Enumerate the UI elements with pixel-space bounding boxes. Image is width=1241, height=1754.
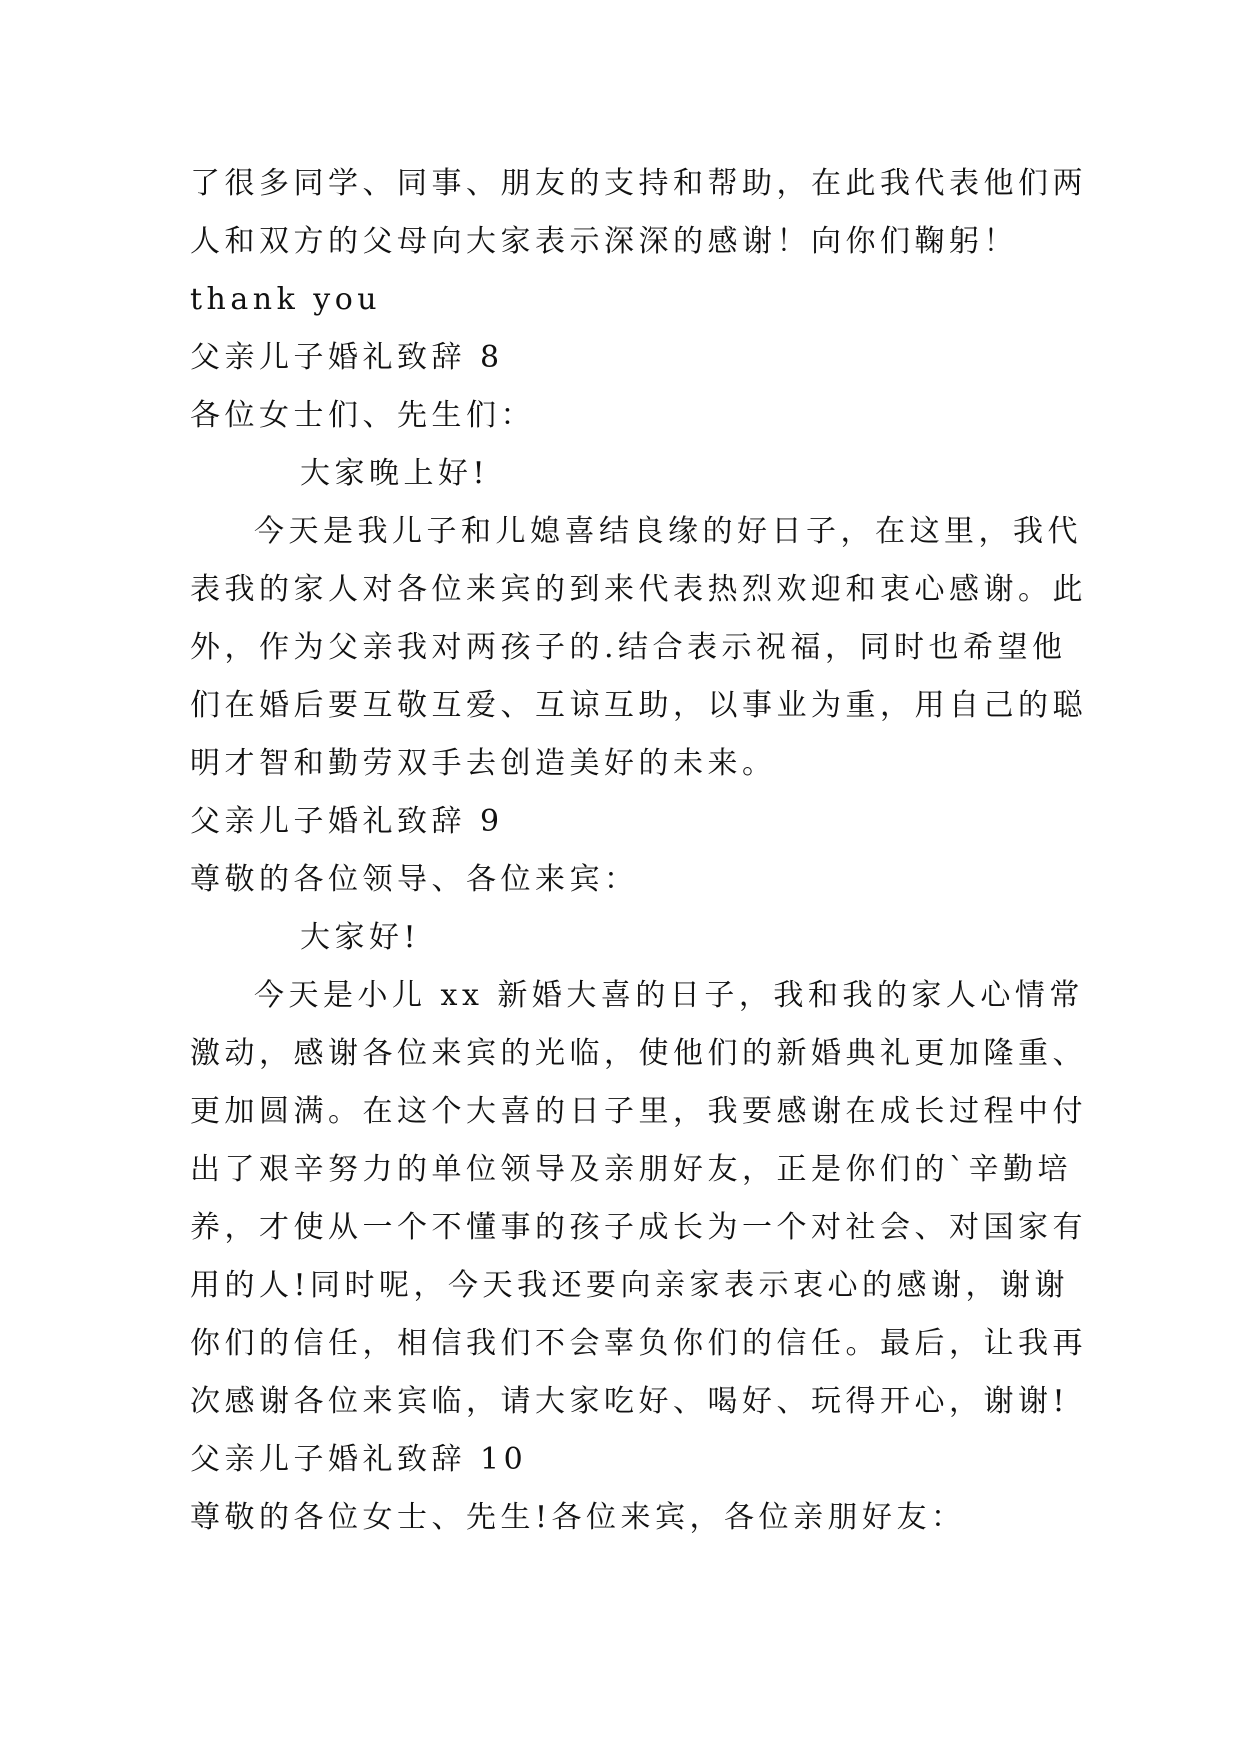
body-text-line: 了很多同学、同事、朋友的支持和帮助，在此我代表他们两 <box>190 166 1087 201</box>
greeting: 大家好! <box>300 920 421 955</box>
body-text-line: 人和双方的父母向大家表示深深的感谢！向你们鞠躬！ <box>190 224 1018 259</box>
body-text-line: 养，才使从一个不懂事的孩子成长为一个对社会、对国家有 <box>190 1210 1087 1245</box>
body-text-line: 次感谢各位来宾临，请大家吃好、喝好、玩得开心，谢谢! <box>190 1384 1070 1419</box>
body-text-line: 更加圆满。在这个大喜的日子里，我要感谢在成长过程中付 <box>190 1094 1087 1129</box>
greeting: 大家晚上好! <box>300 456 490 491</box>
body-text-line: 外，作为父亲我对两孩子的.结合表示祝福，同时也希望他 <box>190 630 1067 665</box>
body-text-line: 今天是小儿 xx 新婚大喜的日子，我和我的家人心情常 <box>254 978 1084 1013</box>
body-text-line: 激动，感谢各位来宾的光临，使他们的新婚典礼更加隆重、 <box>190 1036 1087 1071</box>
body-text-line: 你们的信任，相信我们不会辜负你们的信任。最后，让我再 <box>190 1326 1087 1361</box>
body-text-line: thank you <box>190 282 382 317</box>
body-text-line: 出了艰辛努力的单位领导及亲朋好友，正是你们的`辛勤培 <box>190 1152 1072 1187</box>
salutation: 各位女士们、先生们： <box>190 398 535 433</box>
salutation: 尊敬的各位领导、各位来宾： <box>190 862 639 897</box>
body-text-line: 明才智和勤劳双手去创造美好的未来。 <box>190 746 777 781</box>
body-text-line: 们在婚后要互敬互爱、互谅互助，以事业为重，用自己的聪 <box>190 688 1087 723</box>
salutation: 尊敬的各位女士、先生!各位来宾，各位亲朋好友： <box>190 1500 966 1535</box>
body-text-line: 今天是我儿子和儿媳喜结良缘的好日子，在这里，我代 <box>254 514 1082 549</box>
body-text-line: 用的人!同时呢，今天我还要向亲家表示衷心的感谢，谢谢 <box>190 1268 1070 1303</box>
section-heading: 父亲儿子婚礼致辞 8 <box>190 340 504 375</box>
section-heading: 父亲儿子婚礼致辞 10 <box>190 1442 528 1477</box>
body-text-line: 表我的家人对各位来宾的到来代表热烈欢迎和衷心感谢。此 <box>190 572 1087 607</box>
section-heading: 父亲儿子婚礼致辞 9 <box>190 804 504 839</box>
